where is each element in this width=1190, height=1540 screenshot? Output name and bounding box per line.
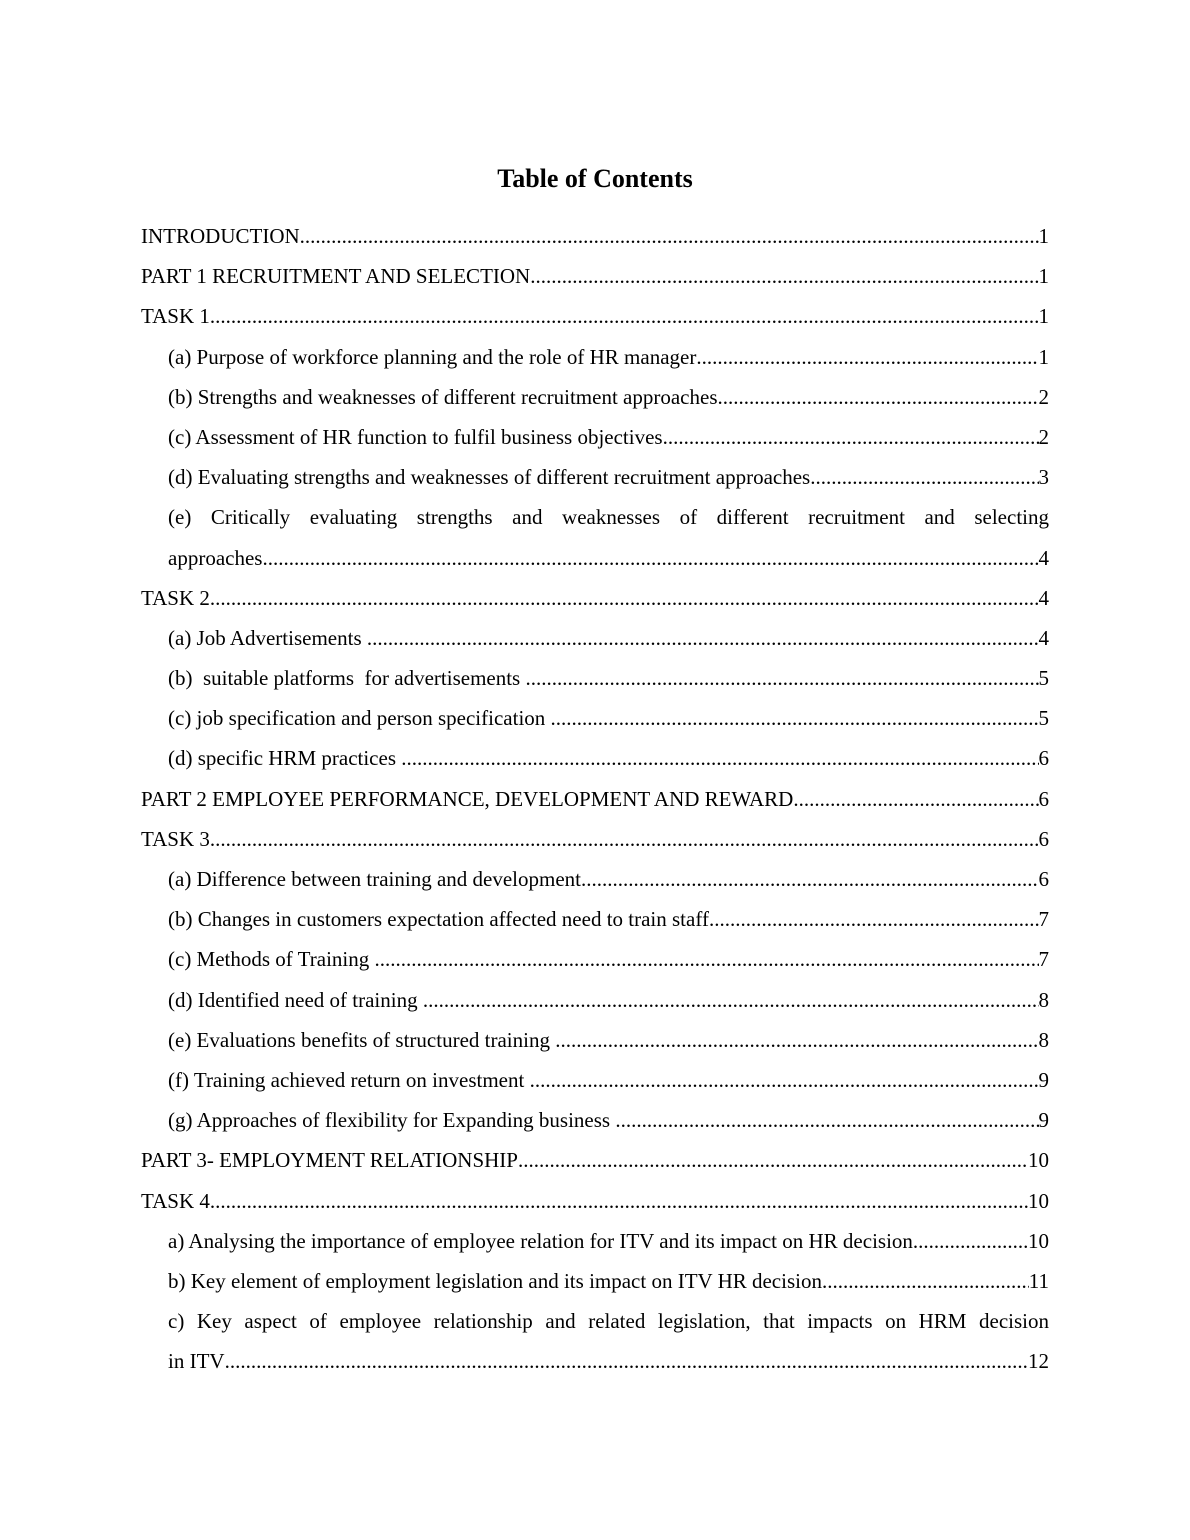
dot-leader — [225, 1341, 1028, 1381]
dot-leader — [822, 1261, 1029, 1301]
toc-entry-task-1-e[interactable] — [141, 497, 1049, 577]
toc-entry-task-3-f[interactable] — [141, 1060, 1049, 1100]
toc-entry-task-2-d[interactable] — [141, 738, 1049, 778]
toc-entry-label: (b) Changes in customers expectation affected need to train staff — [168, 907, 709, 932]
toc-entry-label: (a) Job Advertisements — [168, 625, 367, 650]
toc-entry-task-1-c[interactable] — [141, 417, 1049, 457]
toc-entry-task-2-b[interactable] — [141, 658, 1049, 698]
dot-leader — [581, 859, 1038, 899]
toc-entry-label: PART 1 RECRUITMENT AND SELECTION — [141, 264, 531, 289]
dot-leader — [810, 457, 1038, 497]
toc-entry-task-3-b[interactable] — [141, 899, 1049, 939]
dot-leader — [300, 216, 1039, 256]
toc-entry-label: (a) Purpose of workforce planning and the role of HR manager — [168, 344, 697, 369]
toc-entry-label: (d) Evaluating strengths and weaknesses of different recruitment approaches — [168, 465, 811, 490]
toc-entry-label-line-2: approaches — [168, 545, 263, 570]
toc-entry-label: TASK 3 — [141, 826, 210, 851]
table-of-contents — [141, 216, 1049, 1381]
toc-entry-task-3-g[interactable] — [141, 1100, 1049, 1140]
dot-leader — [551, 698, 1039, 738]
toc-page-number: 4 — [1038, 625, 1049, 650]
toc-entry-introduction[interactable] — [141, 216, 1049, 256]
toc-page-number: 7 — [1038, 907, 1049, 932]
toc-entry-task-4-b[interactable] — [141, 1261, 1049, 1301]
dot-leader — [525, 658, 1038, 698]
toc-page-number: 9 — [1038, 1067, 1049, 1092]
toc-entry-task-3-d[interactable] — [141, 980, 1049, 1020]
dot-leader — [210, 578, 1039, 618]
toc-page-number: 1 — [1038, 304, 1049, 329]
toc-entry-task-1-a[interactable] — [141, 337, 1049, 377]
toc-page-number: 6 — [1038, 826, 1049, 851]
toc-page-number: 1 — [1038, 344, 1049, 369]
toc-entry-task-4-c[interactable] — [141, 1301, 1049, 1381]
toc-entry-label: INTRODUCTION — [141, 224, 300, 248]
toc-entry-label: a) Analysing the importance of employee relation for ITV and its impact on HR decision — [168, 1228, 913, 1253]
dot-leader — [401, 738, 1038, 778]
dot-leader — [530, 256, 1038, 296]
toc-entry-label: TASK 2 — [141, 585, 210, 610]
dot-leader — [367, 618, 1039, 658]
toc-entry-label: TASK 4 — [141, 1188, 210, 1213]
toc-page-number: 1 — [1038, 264, 1049, 289]
toc-page-number: 6 — [1038, 867, 1049, 891]
toc-page-number: 6 — [1038, 786, 1049, 811]
dot-leader — [718, 377, 1039, 417]
toc-entry-part-2[interactable] — [141, 779, 1049, 819]
toc-entry-label-line-1: (e) Critically evaluating strengths and weaknesses of different recruitment and selecting — [168, 505, 1049, 530]
toc-entry-label: PART 3- EMPLOYMENT RELATIONSHIP — [141, 1148, 518, 1173]
toc-page-number: 9 — [1038, 1108, 1049, 1133]
toc-page-number: 1 — [1038, 224, 1049, 248]
toc-entry-label: b) Key element of employment legislation and its impact on ITV HR decision — [168, 1268, 822, 1293]
toc-entry-task-3[interactable] — [141, 819, 1049, 859]
dot-leader — [709, 899, 1039, 939]
dot-leader — [663, 417, 1039, 457]
toc-page-number: 4 — [1038, 545, 1049, 570]
toc-entry-label: (c) Methods of Training — [168, 947, 375, 972]
toc-entry-task-2[interactable] — [141, 578, 1049, 618]
toc-entry-label: PART 2 EMPLOYEE PERFORMANCE, DEVELOPMENT AND REWARD — [141, 786, 794, 811]
toc-entry-label: (c) job specification and person specification — [168, 706, 551, 731]
dot-leader — [210, 1181, 1028, 1221]
toc-page-number: 10 — [1028, 1148, 1049, 1173]
toc-entry-label: (d) Identified need of training — [168, 987, 423, 1012]
toc-entry-label: (a) Difference between training and development — [168, 867, 582, 891]
dot-leader — [913, 1221, 1028, 1261]
toc-entry-task-2-c[interactable] — [141, 698, 1049, 738]
toc-entry-label: (c) Assessment of HR function to fulfil business objectives — [168, 424, 663, 449]
toc-page-number: 12 — [1028, 1349, 1049, 1374]
dot-leader — [518, 1140, 1028, 1180]
toc-entry-task-1-b[interactable] — [141, 377, 1049, 417]
toc-page-number: 5 — [1038, 706, 1049, 731]
toc-entry-part-1[interactable] — [141, 256, 1049, 296]
toc-page-number: 2 — [1038, 424, 1049, 449]
toc-entry-task-3-e[interactable] — [141, 1020, 1049, 1060]
toc-entry-label: (e) Evaluations benefits of structured training — [168, 1027, 556, 1052]
toc-page-number: 10 — [1028, 1188, 1049, 1213]
toc-entry-task-4-a[interactable] — [141, 1221, 1049, 1261]
dot-leader — [793, 779, 1038, 819]
toc-page-number: 6 — [1038, 746, 1049, 771]
toc-entry-label-line-1: c) Key aspect of employee relationship and related legislation, that impacts on HRM decision — [168, 1309, 1049, 1334]
dot-leader — [210, 819, 1039, 859]
toc-entry-task-3-a[interactable] — [141, 859, 1049, 899]
toc-page-number: 7 — [1038, 947, 1049, 972]
toc-entry-label: TASK 1 — [141, 304, 210, 329]
toc-entry-part-3[interactable] — [141, 1140, 1049, 1180]
toc-page-number: 11 — [1028, 1268, 1049, 1293]
toc-entry-label: (d) specific HRM practices — [168, 746, 402, 771]
dot-leader — [696, 337, 1038, 377]
dot-leader — [210, 296, 1039, 336]
toc-page-number: 8 — [1038, 1027, 1049, 1052]
toc-entry-task-3-c[interactable] — [141, 939, 1049, 979]
dot-leader — [530, 1060, 1039, 1100]
toc-entry-task-4[interactable] — [141, 1181, 1049, 1221]
toc-page-number: 2 — [1038, 384, 1049, 409]
toc-entry-task-1-d[interactable] — [141, 457, 1049, 497]
toc-entry-label: (g) Approaches of flexibility for Expanding business — [168, 1108, 616, 1133]
toc-entry-label: (f) Training achieved return on investment — [168, 1067, 530, 1092]
dot-leader — [615, 1100, 1038, 1140]
dot-leader — [555, 1020, 1038, 1060]
toc-page-number: 10 — [1028, 1228, 1049, 1253]
toc-entry-label-line-2: in ITV — [168, 1349, 225, 1374]
toc-entry-task-2-a[interactable] — [141, 618, 1049, 658]
toc-page-number: 5 — [1038, 666, 1049, 691]
dot-leader — [375, 939, 1039, 979]
page-title: Table of Contents — [497, 164, 693, 193]
toc-entry-label: (b) suitable platforms for advertisements — [168, 666, 526, 691]
dot-leader — [423, 980, 1039, 1020]
toc-page-number: 8 — [1038, 987, 1049, 1012]
toc-page-number: 3 — [1038, 465, 1049, 490]
toc-entry-task-1[interactable] — [141, 296, 1049, 336]
toc-entry-continuation — [168, 1341, 1049, 1381]
toc-entry-label: (b) Strengths and weaknesses of different recruitment approaches — [168, 384, 718, 409]
toc-page-number: 4 — [1038, 585, 1049, 610]
toc-entry-continuation — [168, 538, 1049, 578]
dot-leader — [262, 538, 1038, 578]
